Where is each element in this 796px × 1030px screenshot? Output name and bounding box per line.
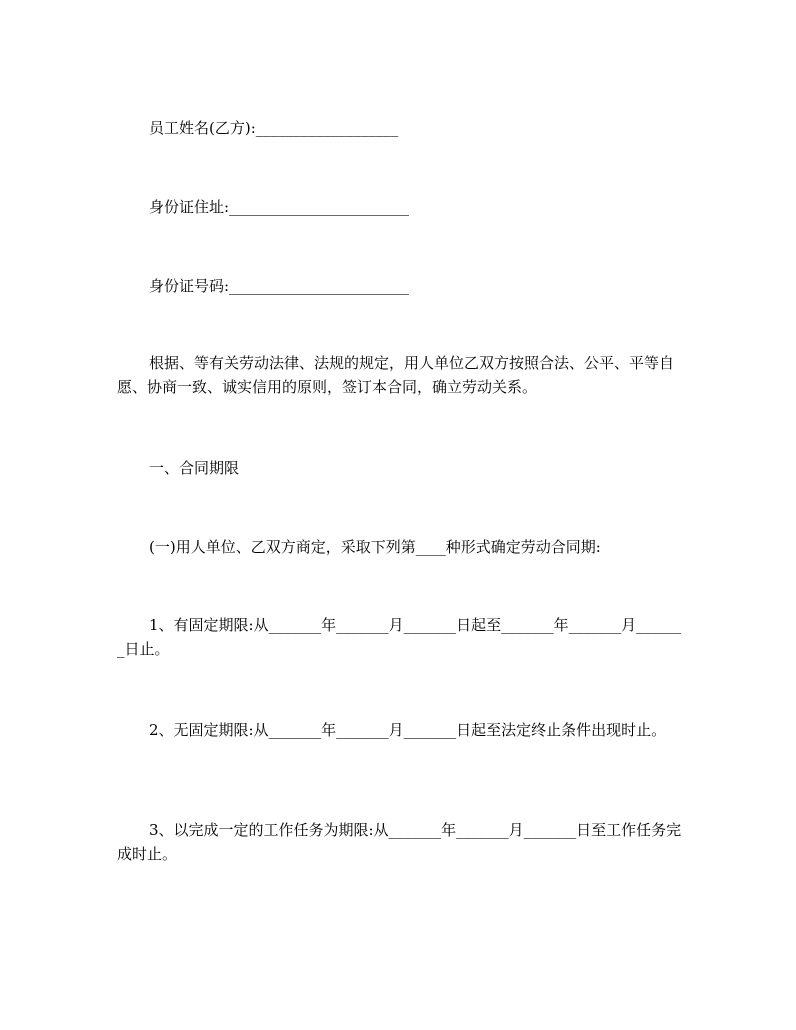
preamble-paragraph: 根据、等有关劳动法律、法规的规定，用人单位乙双方按照合法、公平、平等自愿、协商一致、诚实信用的原则，签订本合同，确立劳动关系。 <box>117 354 675 396</box>
open-term-paragraph: 2、无固定期限:从_______年_______月_______日起至法定终止条件出现时止。 <box>149 721 667 739</box>
term-form-paragraph: (一)用人单位、乙双方商定，采取下列第____种形式确定劳动合同期: <box>149 538 601 556</box>
employee-name-line: 员工姓名(乙方):___________________ <box>149 119 399 137</box>
fixed-term-paragraph: 1、有固定期限:从_______年_______月_______日起至_______年_______月_______日止。 <box>117 616 682 658</box>
id-address-line: 身份证住址:________________________ <box>149 198 410 216</box>
section-heading-contract-term: 一、合同期限 <box>149 459 240 477</box>
task-term-paragraph: 3、以完成一定的工作任务为期限:从_______年_______月_______日至工作任务完成时止。 <box>117 821 682 863</box>
id-number-line: 身份证号码:________________________ <box>149 277 410 295</box>
